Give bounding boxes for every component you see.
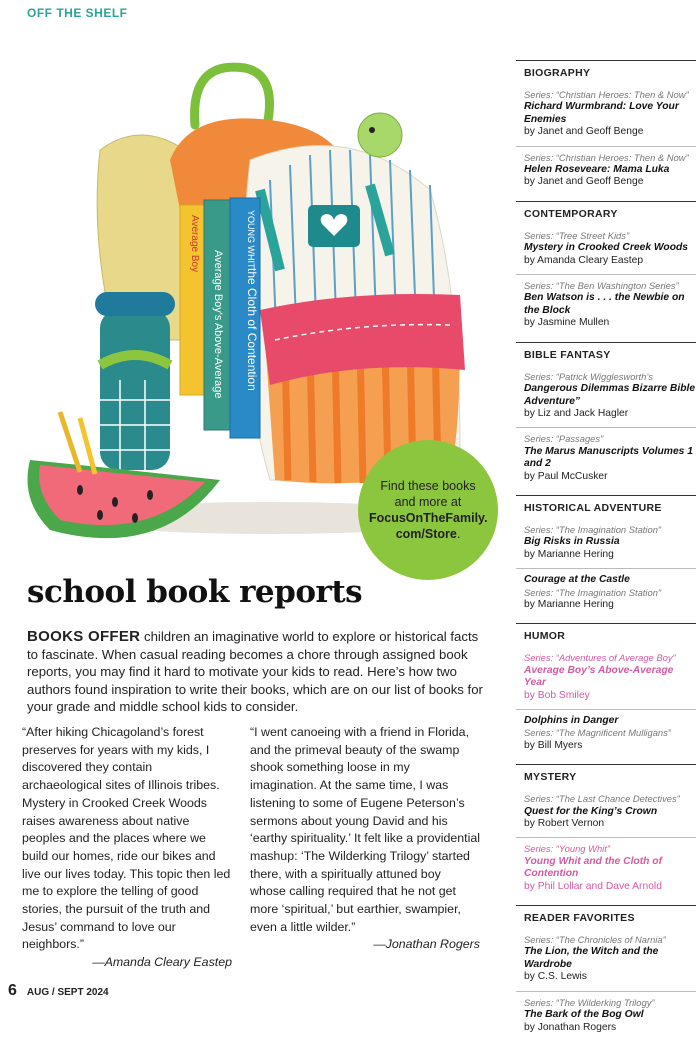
- book-author: by Marianne Hering: [524, 598, 614, 610]
- book-title: Courage at the Castle: [524, 574, 630, 586]
- book-entry[interactable]: [516, 147, 696, 196]
- pencil-1: [60, 412, 80, 472]
- book-entry[interactable]: [516, 647, 696, 710]
- book-series: Series: “The Wilderking Trilogy”: [524, 996, 655, 1008]
- book-series: Series: “Adventures of Average Boy”: [524, 652, 676, 664]
- book-list-sidebar: [516, 60, 696, 1046]
- category-title: HISTORICAL ADVENTURE: [524, 501, 662, 514]
- category-bible-fantasy: [516, 342, 696, 490]
- book-series: Series: “Young Whit”: [524, 843, 610, 855]
- book-title: The Bark of the Bog Owl: [524, 1009, 644, 1021]
- category-title: BIBLE FANTASY: [524, 348, 611, 361]
- book-author: by Jonathan Rogers: [524, 1021, 617, 1033]
- category-title: MYSTERY: [524, 771, 577, 784]
- book-spine-1: Average Boy: [189, 215, 200, 273]
- section-label: OFF THE SHELF: [27, 6, 128, 20]
- book-entry[interactable]: [516, 788, 696, 838]
- book-title: Average Boy’s Above-Average Year: [524, 664, 674, 689]
- book-series: Series: “Passages”: [524, 433, 604, 445]
- book-series: Series: “The Imagination Station”: [524, 586, 662, 598]
- book-entry[interactable]: [516, 992, 696, 1041]
- quote-1-attribution: —Amanda Cleary Eastep: [92, 955, 232, 970]
- author-quote-2: [250, 724, 480, 954]
- intro-lead: BOOKS OFFER: [27, 628, 141, 645]
- article-headline: school book reports: [27, 574, 363, 610]
- page-number: 6: [8, 982, 17, 999]
- intro-text: children an imaginative world to explore or historical facts to fascinate. When casual reading becomes a chore through assigned book reports, you may find it hard to motivate your kids to read. Here’s how two authors found inspiration to write their books, which are on our list of books for your grade and middle school kids to consider.: [27, 629, 483, 715]
- promo-tail: .: [456, 527, 461, 541]
- book-title: Quest for the King’s Crown: [524, 805, 658, 817]
- author-quote-1: [22, 724, 232, 972]
- book-author: by Robert Vernon: [524, 818, 605, 830]
- book-title: The Lion, the Witch and the Wardrobe: [524, 946, 659, 970]
- book-title: Dolphins in Danger: [524, 715, 619, 726]
- quote-2-text: “I went canoeing with a friend in Florida, and the primeval beauty of the swamp shook something loose in my imagination. At the same time, I was listening to some of Eugene Peterson’s sermons about young David and his ‘earthy spirituality.’ It felt like a providential mashup: ‘The Wilderking Trilogy’ started there, with a spiritually attuned boy whose calling required that he not get more ‘spiritual,’ but earthier, swampier, even a little wilder.”: [250, 725, 481, 934]
- book-series: Series: “Tree Street Kids”: [524, 229, 630, 241]
- book-title: Mystery in Crooked Creek Woods: [524, 242, 689, 254]
- book-series: Series: “Christian Heroes: Then & Now”: [524, 151, 689, 163]
- category-title: HUMOR: [524, 630, 566, 643]
- water-bottle: [100, 310, 170, 470]
- bottle-cap: [95, 292, 175, 316]
- toy-eye: [369, 127, 375, 133]
- book-series: Series: “Christian Heroes: Then & Now”: [524, 89, 689, 100]
- book-author: by Liz and Jack Hagler: [524, 407, 629, 419]
- toy-dinosaur: [358, 113, 402, 157]
- issue-date: AUG / SEPT 2024: [26, 987, 109, 998]
- book-author: by Paul McCusker: [524, 470, 608, 482]
- book-series: Series: “Patrick Wigglesworth’s: [524, 370, 653, 382]
- category-contemporary: [516, 201, 696, 337]
- book-series: Series: “The Imagination Station”: [524, 523, 662, 535]
- book-entry[interactable]: [516, 519, 696, 569]
- page-footer: [8, 982, 109, 1000]
- book-author: by Amanda Cleary Eastep: [524, 254, 644, 266]
- book-author: by Janet and Geoff Benge: [524, 176, 644, 188]
- book-title: Big Risks in Russia: [524, 536, 620, 548]
- book-author: by Jasmine Mullen: [524, 317, 610, 329]
- category-biography: [516, 60, 696, 196]
- article-intro: [27, 628, 489, 716]
- category-title: READER FAVORITES: [524, 912, 635, 925]
- category-mystery: [516, 764, 696, 900]
- category-reader-favorites: [516, 905, 696, 1041]
- quote-2-attribution: —Jonathan Rogers: [373, 937, 480, 952]
- book-spine-3: the Cloth of Contention: [245, 268, 259, 391]
- book-entry[interactable]: [516, 275, 696, 337]
- book-entry[interactable]: [516, 366, 696, 429]
- book-spine-3-top: YOUNG WHIT: [246, 210, 256, 269]
- quote-1-text: “After hiking Chicagoland’s forest preserves for years with my kids, I discovered they contain archaeological sites of Illinois tribes. Mystery in Crooked Creek Woods raises awareness about native peoples and the places where we build our homes, ride our bikes and live our lives today. This topic then led me to explore the telling of good stories, the pursuit of the truth and Jesus’ command to love our neighbors.”: [22, 725, 231, 952]
- category-historical-adventure: [516, 495, 696, 618]
- book-author: by Bob Smiley: [524, 689, 590, 701]
- book-entry[interactable]: [516, 84, 696, 147]
- category-title: CONTEMPORARY: [524, 207, 618, 220]
- book-title: The Marus Manuscripts Volumes 1 and 2: [524, 445, 693, 470]
- book-series: Series: “The Chronicles of Narnia”: [524, 934, 666, 946]
- promo-link-2[interactable]: com/Store: [395, 527, 457, 541]
- book-entry[interactable]: [516, 838, 696, 900]
- book-entry[interactable]: [516, 569, 696, 618]
- book-title: Helen Roseveare: Mama Luka: [524, 164, 670, 176]
- book-author: by Bill Myers: [524, 739, 583, 751]
- book-spine-2: Average Boy's Above-Average: [212, 250, 224, 399]
- category-title: BIOGRAPHY: [524, 67, 591, 79]
- book-series: Series: “The Last Chance Detectives”: [524, 793, 680, 805]
- book-author: by C.S. Lewis: [524, 971, 587, 983]
- book-title: Ben Watson is . . . the Newbie on the Block: [524, 292, 685, 316]
- book-series: Series: “The Magnificent Mulligans”: [524, 727, 671, 739]
- book-entry[interactable]: [516, 929, 696, 992]
- store-promo-badge[interactable]: [358, 440, 498, 580]
- book-entry[interactable]: [516, 710, 696, 759]
- book-series: Series: “The Ben Washington Series”: [524, 280, 679, 292]
- promo-line-2: and more at: [394, 495, 462, 509]
- book-title: Dangerous Dilemmas Bizarre Bible Adventure”: [524, 383, 696, 407]
- category-humor: [516, 623, 696, 759]
- promo-link-1[interactable]: FocusOnTheFamily.: [369, 511, 488, 525]
- book-author: by Marianne Hering: [524, 548, 614, 560]
- book-title: Young Whit and the Cloth of Contention: [524, 855, 663, 880]
- book-author: by Janet and Geoff Benge: [524, 126, 644, 138]
- promo-line-1: Find these books: [380, 479, 476, 493]
- book-entry[interactable]: [516, 428, 696, 490]
- book-title: Richard Wurmbrand: Love Your Enemies: [524, 101, 679, 125]
- book-entry[interactable]: [516, 225, 696, 275]
- book-author: by Phil Lollar and Dave Arnold: [524, 880, 662, 892]
